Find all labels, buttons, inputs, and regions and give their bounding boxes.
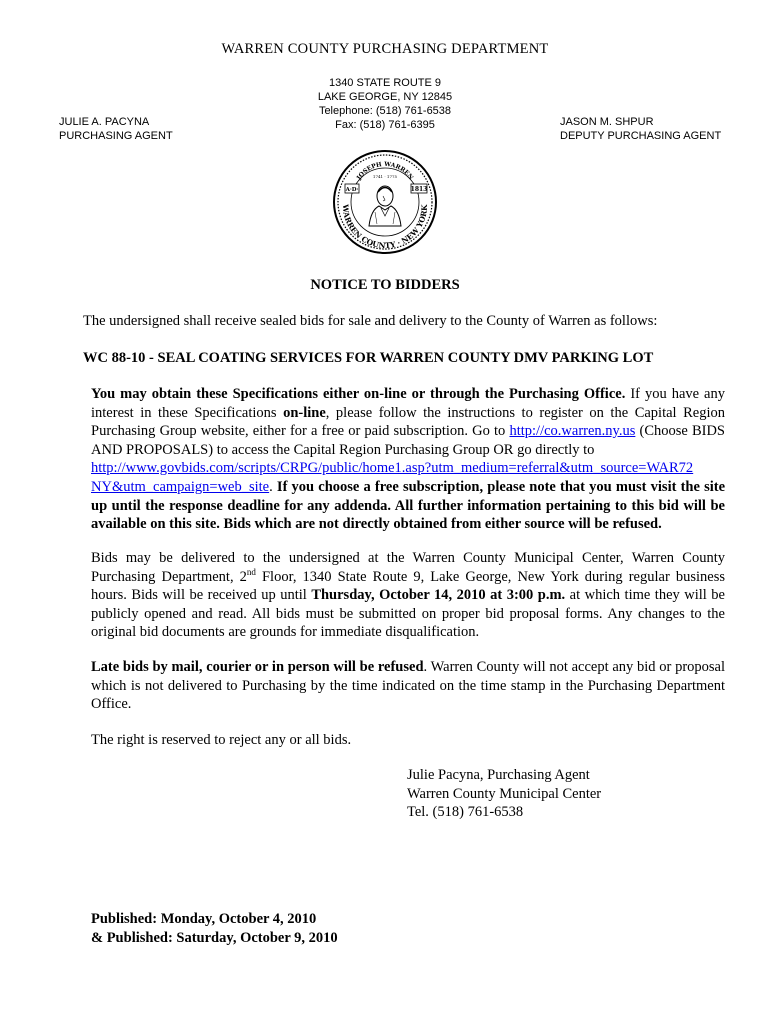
- govbids-link[interactable]: http://www.govbids.com/scripts/CRPG/public/home1.asp?utm_medium=referral&utm_source=WAR72: [91, 460, 694, 477]
- signature-block: [407, 766, 601, 822]
- notice-title: NOTICE TO BIDDERS: [310, 277, 460, 293]
- warren-county-link[interactable]: http://co.warren.ny.us: [509, 423, 636, 440]
- publication-dates: [91, 910, 338, 948]
- deputy-agent-name: JASON M. SHPUR: [560, 116, 654, 128]
- signature-name: Julie Pacyna, Purchasing Agent: [407, 767, 590, 783]
- bid-deadline: Thursday, October 14, 2010 at 3:00 p.m.: [311, 587, 566, 604]
- signature-phone: Tel. (518) 761-6538: [407, 804, 524, 821]
- specs-text: .: [269, 478, 277, 495]
- govbids-link-continued[interactable]: NY&utm_campaign=web_site: [91, 478, 270, 495]
- department-heading: WARREN COUNTY PURCHASING DEPARTMENT: [221, 41, 549, 57]
- online-bold: on-line: [283, 404, 326, 421]
- reservation-paragraph: The right is reserved to reject any or all bids.: [91, 732, 352, 748]
- late-bids-text: . Warren County will not accept any bid or proposal which is not delivered to Purchasing by the time indicated on the time stamp in the Purchasing Department Office.: [91, 659, 726, 713]
- subscription-notice: If you choose a free subscription, please note that you must visit the site up until the response deadline for any addenda. All further information pertaining to this bid will be available on this site. Bids which are not directly obtained from either source will be refused.: [91, 478, 726, 533]
- published-line: & Published: Saturday, October 9, 2010: [91, 930, 338, 946]
- fax-line: Fax: (518) 761-6395: [335, 119, 435, 131]
- late-bids-bold: Late bids by mail, courier or in person will be refused: [91, 659, 424, 675]
- county-seal-logo: [333, 150, 437, 254]
- bid-title: WC 88-10 - SEAL COATING SERVICES FOR WARREN COUNTY DMV PARKING LOT: [83, 350, 654, 366]
- specs-text: (Choose BIDS AND PROPOSALS) to access the Capital Region Purchasing Group OR go directly to: [91, 423, 725, 458]
- deputy-agent-block: [560, 115, 721, 143]
- specs-bold-lead: You may obtain these Specifications either on-line or through the Purchasing Office.: [91, 386, 626, 402]
- purchasing-agent-block: [59, 115, 173, 143]
- department-address: [285, 76, 485, 132]
- address-line: 1340 STATE ROUTE 9: [328, 77, 442, 89]
- purchasing-agent-title: PURCHASING AGENT: [59, 130, 173, 142]
- telephone-line: Telephone: (518) 761-6538: [318, 105, 452, 117]
- svg-text:WARREN COUNTY · NEW YORK: WARREN COUNTY · NEW YORK: [340, 204, 430, 251]
- delivery-paragraph: [91, 549, 725, 642]
- specs-text: If you have any interest in these Specifications: [91, 386, 725, 421]
- svg-text:JOSEPH WARREN: JOSEPH WARREN: [355, 160, 415, 182]
- svg-text:1741 · 1775: 1741 · 1775: [372, 174, 398, 179]
- specifications-paragraph: [91, 385, 725, 534]
- delivery-text: Bids may be delivered to the undersigned at the Warren County Municipal Center, Warren County Purchasing Department, 2: [91, 550, 725, 585]
- delivery-text: Floor, 1340 State Route 9, Lake George, New York during regular business hours. Bids will be received up until: [91, 568, 725, 604]
- svg-text:A·D·: A·D·: [345, 187, 359, 193]
- delivery-text: at which time they will be publicly opened and read. All bids must be submitted on proper bid proposal forms. Any changes to the original bid documents are grounds for immediate disqualification.: [91, 587, 725, 641]
- ordinal-suffix: nd: [246, 566, 256, 577]
- deputy-agent-title: DEPUTY PURCHASING AGENT: [560, 130, 722, 142]
- published-line: Published: Monday, October 4, 2010: [91, 911, 317, 927]
- address-line: LAKE GEORGE, NY 12845: [317, 91, 453, 103]
- late-bids-paragraph: [91, 658, 725, 714]
- specs-text: , please follow the instructions to register on the Capital Region Purchasing Group website, either for a free or paid subscription. Go to: [91, 404, 725, 440]
- intro-text: The undersigned shall receive sealed bids for sale and delivery to the County of Warren as follows:: [83, 313, 658, 329]
- svg-text:1813: 1813: [410, 186, 428, 193]
- purchasing-agent-name: JULIE A. PACYNA: [59, 116, 150, 128]
- signature-location: Warren County Municipal Center: [407, 785, 602, 802]
